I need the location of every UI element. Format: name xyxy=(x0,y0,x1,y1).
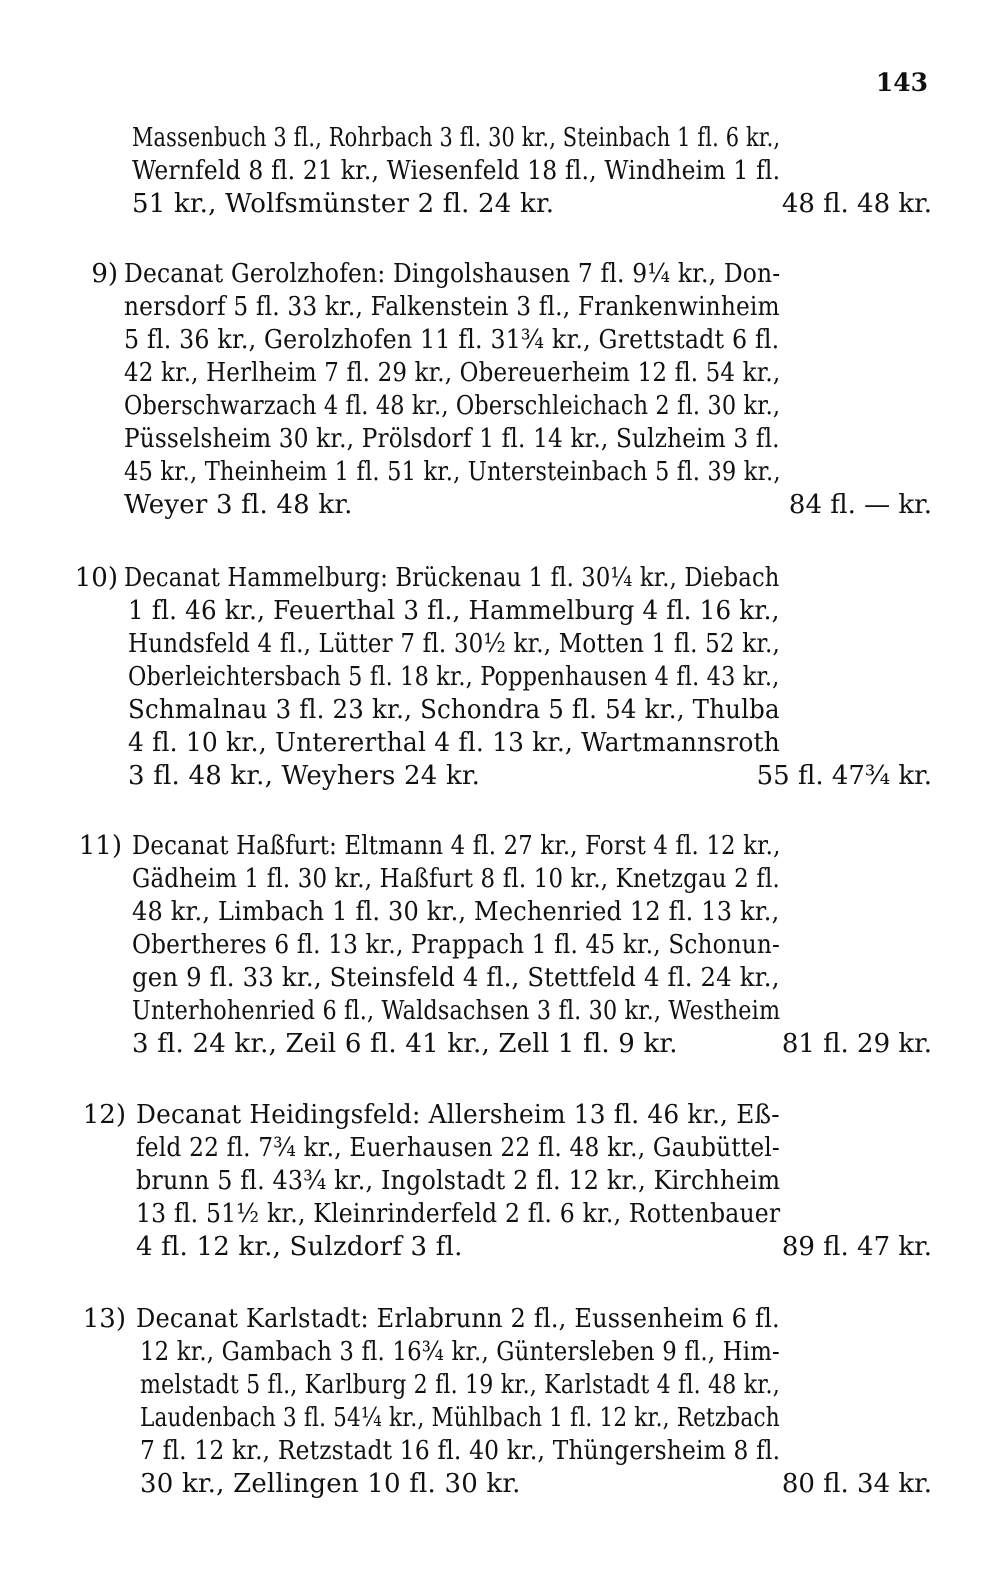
entry-number: 13) xyxy=(82,1304,126,1334)
entry-line: Wernfeld 8 fl. 21 kr., Wiesenfeld 18 fl., Windheim 1 fl. xyxy=(132,156,781,186)
entry-line: Decanat Haßfurt: Eltmann 4 fl. 27 kr., Forst 4 fl. 12 kr., xyxy=(132,831,781,861)
entry-line: Decanat Hammelburg: Brückenau 1 fl. 30¼ kr., Diebach xyxy=(124,563,780,593)
entry-line: 30 kr., Zellingen 10 fl. 30 kr. xyxy=(140,1469,521,1499)
entry-line: feld 22 fl. 7¾ kr., Euerhausen 22 fl. 48 kr., Gaubüttel- xyxy=(136,1133,780,1163)
entry-line: Decanat Karlstadt: Erlabrunn 2 fl., Eussenheim 6 fl. xyxy=(136,1304,780,1334)
entry-line: 13 fl. 51½ kr., Kleinrinderfeld 2 fl. 6 kr., Rottenbauer xyxy=(136,1199,781,1229)
entry-line: Püsselsheim 30 kr., Prölsdorf 1 fl. 14 kr., Sulzheim 3 fl. xyxy=(124,424,780,454)
entry-line: brunn 5 fl. 43¾ kr., Ingolstadt 2 fl. 12 kr., Kirchheim xyxy=(136,1166,781,1196)
entry-line: 3 fl. 48 kr., Weyhers 24 kr. xyxy=(128,761,481,791)
entry-line: 4 fl. 12 kr., Sulzdorf 3 fl. xyxy=(136,1232,463,1262)
entry-total: 55 fl. 47¾ kr. xyxy=(756,761,932,791)
entry-line: Gädheim 1 fl. 30 kr., Haßfurt 8 fl. 10 kr., Knetzgau 2 fl. xyxy=(132,864,780,894)
entry-line: melstadt 5 fl., Karlburg 2 fl. 19 kr., Karlstadt 4 fl. 48 kr., xyxy=(140,1370,780,1400)
entry-number: 11) xyxy=(78,831,122,861)
entry-total: 80 fl. 34 kr. xyxy=(781,1469,932,1499)
entry-line: gen 9 fl. 33 kr., Steinsfeld 4 fl., Stettfeld 4 fl. 24 kr., xyxy=(132,963,780,993)
entry-line: Schmalnau 3 fl. 23 kr., Schondra 5 fl. 54 kr., Thulba xyxy=(128,695,780,725)
entry-line: Oberleichtersbach 5 fl. 18 kr., Poppenhausen 4 fl. 43 kr., xyxy=(128,662,780,692)
entry-line: 48 kr., Limbach 1 fl. 30 kr., Mechenried 12 fl. 13 kr., xyxy=(132,897,780,927)
entry-line: 7 fl. 12 kr., Retzstadt 16 fl. 40 kr., Thüngersheim 8 fl. xyxy=(140,1436,781,1466)
entry-line: nersdorf 5 fl. 33 kr., Falkenstein 3 fl., Frankenwinheim xyxy=(124,292,780,322)
entry-line: Hundsfeld 4 fl., Lütter 7 fl. 30½ kr., Motten 1 fl. 52 kr., xyxy=(128,629,780,659)
entry-line: 5 fl. 36 kr., Gerolzhofen 11 fl. 31¾ kr., Grettstadt 6 fl. xyxy=(124,325,780,355)
entry-line: Weyer 3 fl. 48 kr. xyxy=(124,490,353,520)
entry-line: Laudenbach 3 fl. 54¼ kr., Mühlbach 1 fl. 12 kr., Retzbach xyxy=(140,1403,780,1433)
entry-line: 4 fl. 10 kr., Untererthal 4 fl. 13 kr., Wartmannsroth xyxy=(128,728,780,758)
entry-total: 48 fl. 48 kr. xyxy=(781,189,932,219)
entry-line: Obertheres 6 fl. 13 kr., Prappach 1 fl. 45 kr., Schonun- xyxy=(132,930,780,960)
entry-total: 89 fl. 47 kr. xyxy=(781,1232,932,1262)
entry-line: 42 kr., Herlheim 7 fl. 29 kr., Obereuerheim 12 fl. 54 kr., xyxy=(124,358,781,388)
entry-line: 12 kr., Gambach 3 fl. 16¾ kr., Güntersleben 9 fl., Him- xyxy=(140,1337,780,1367)
entry-line: 45 kr., Theinheim 1 fl. 51 kr., Untersteinbach 5 fl. 39 kr., xyxy=(124,457,781,487)
entry-line: 3 fl. 24 kr., Zeil 6 fl. 41 kr., Zell 1 fl. 9 kr. xyxy=(132,1029,678,1059)
entry-line: Decanat Heidingsfeld: Allersheim 13 fl. 46 kr., Eß- xyxy=(136,1100,780,1130)
entry-number: 9) xyxy=(91,259,118,289)
entry-number: 12) xyxy=(82,1100,126,1130)
entry-line: 1 fl. 46 kr., Feuerthal 3 fl., Hammelburg 4 fl. 16 kr., xyxy=(128,596,780,626)
entry-line: Decanat Gerolzhofen: Dingolshausen 7 fl. 9¼ kr., Don- xyxy=(124,259,781,289)
entry-line: Unterhohenried 6 fl., Waldsachsen 3 fl. 30 kr., Westheim xyxy=(132,996,781,1026)
entry-total: 84 fl. — kr. xyxy=(788,490,932,520)
entry-number: 10) xyxy=(74,563,118,593)
entry-line: Massenbuch 3 fl., Rohrbach 3 fl. 30 kr., Steinbach 1 fl. 6 kr., xyxy=(132,123,781,153)
entry-line: 51 kr., Wolfsmünster 2 fl. 24 kr. xyxy=(132,189,555,219)
entry-line: Oberschwarzach 4 fl. 48 kr., Oberschleichach 2 fl. 30 kr., xyxy=(124,391,781,421)
entry-total: 81 fl. 29 kr. xyxy=(781,1029,932,1059)
page-number: 143 xyxy=(875,68,928,97)
